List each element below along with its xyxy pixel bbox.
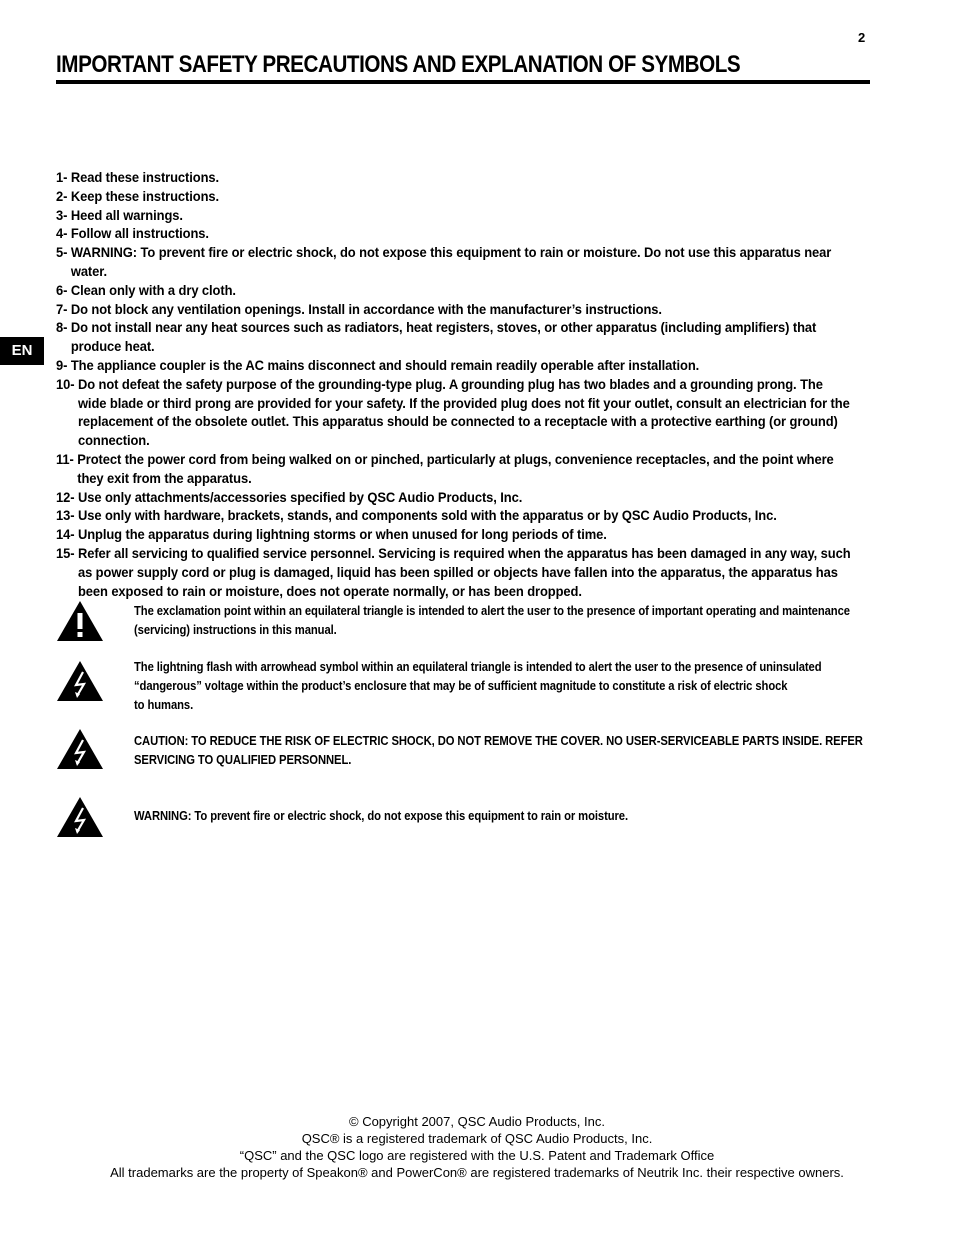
list-item: 13- Use only with hardware, brackets, stands, and components sold with the apparatus or by QSC Audio Products, Inc.	[56, 507, 777, 524]
symbol-description: WARNING: To prevent fire or electric shock, do not expose this equipment to rain or moisture.	[134, 809, 629, 823]
list-item: 6- Clean only with a dry cloth.	[56, 281, 236, 298]
list-item: 11- Protect the power cord from being walked on or pinched, particularly at plugs, convenience receptacles, and the point where they exit from the apparatus.	[56, 450, 834, 486]
lightning-triangle-icon	[56, 796, 104, 838]
symbol-description: The exclamation point within an equilateral triangle is intended to alert the user to the presence of important operating and maintenance (servicing) instructions in this manual.	[134, 604, 850, 637]
list-item: 14- Unplug the apparatus during lightning storms or when unused for long periods of time.	[56, 526, 607, 543]
list-item: 3- Heed all warnings.	[56, 206, 183, 223]
list-item: 1- Read these instructions.	[56, 169, 220, 185]
list-item: 4- Follow all instructions.	[56, 225, 209, 242]
language-tab: EN	[0, 337, 44, 365]
lightning-triangle-icon	[56, 660, 104, 702]
title-divider	[56, 80, 870, 84]
list-item: 15- Refer all servicing to qualified service personnel. Servicing is required when the apparatus has been damaged in any way, such as power supply cord or plug is damaged, liquid has been spilled or objects have fallen into the apparatus, the apparatus has been exposed to rain or moisture, does not operate normally, or has been dropped.	[56, 544, 851, 599]
footer-line: All trademarks are the property of Speakon® and PowerCon® are registered trademarks of Neutrik Inc. their respective owners.	[110, 1165, 844, 1180]
copyright-footer	[0, 1113, 954, 1181]
footer-line: “QSC” and the QSC logo are registered with the U.S. Patent and Trademark Office	[239, 1148, 715, 1163]
list-item: 5- WARNING: To prevent fire or electric shock, do not expose this equipment to rain or moisture. Do not use this apparatus near water.	[56, 244, 832, 279]
page-number: 2	[858, 30, 866, 45]
list-item: 9- The appliance coupler is the AC mains disconnect and should remain readily operable after installation.	[56, 356, 700, 373]
lightning-triangle-icon	[56, 728, 104, 770]
footer-line: QSC® is a registered trademark of QSC Audio Products, Inc.	[301, 1131, 653, 1146]
footer-line: © Copyright 2007, QSC Audio Products, Inc.	[349, 1114, 605, 1129]
exclamation-triangle-icon	[56, 600, 104, 642]
list-item: 10- Do not defeat the safety purpose of the grounding-type plug. A grounding plug has two blades and a grounding prong. The wide blade or third prong are provided for your safety. If the provided plug does not fit your outlet, consult an electrician for the replacement of the obsolete outlet. This apparatus should be connected to a receptacle with a protective earthing (or ground) connection.	[56, 375, 850, 449]
list-item: 7- Do not block any ventilation openings. Install in accordance with the manufacturer’s instructions.	[56, 300, 662, 317]
list-item: 2- Keep these instructions.	[56, 187, 220, 204]
list-item: 8- Do not install near any heat sources such as radiators, heat registers, stoves, or other apparatus (including amplifiers) that produce heat.	[56, 319, 817, 355]
list-item: 12- Use only attachments/accessories specified by QSC Audio Products, Inc.	[56, 488, 523, 505]
page-title: IMPORTANT SAFETY PRECAUTIONS AND EXPLANATION OF SYMBOLS	[56, 51, 741, 78]
symbol-description: The lightning flash with arrowhead symbol within an equilateral triangle is intended to alert the user to the presence of uninsulated “dangerous” voltage within the product’s enclosure that may be of sufficient magnitude to constitute a risk of electric shock to humans.	[134, 660, 822, 712]
safety-instructions-list	[56, 168, 852, 600]
symbol-description: CAUTION: TO REDUCE THE RISK OF ELECTRIC SHOCK, DO NOT REMOVE THE COVER. NO USER-SERVICEABLE PARTS INSIDE. REFER SERVICING TO QUALIFIED PERSONNEL.	[134, 734, 863, 767]
